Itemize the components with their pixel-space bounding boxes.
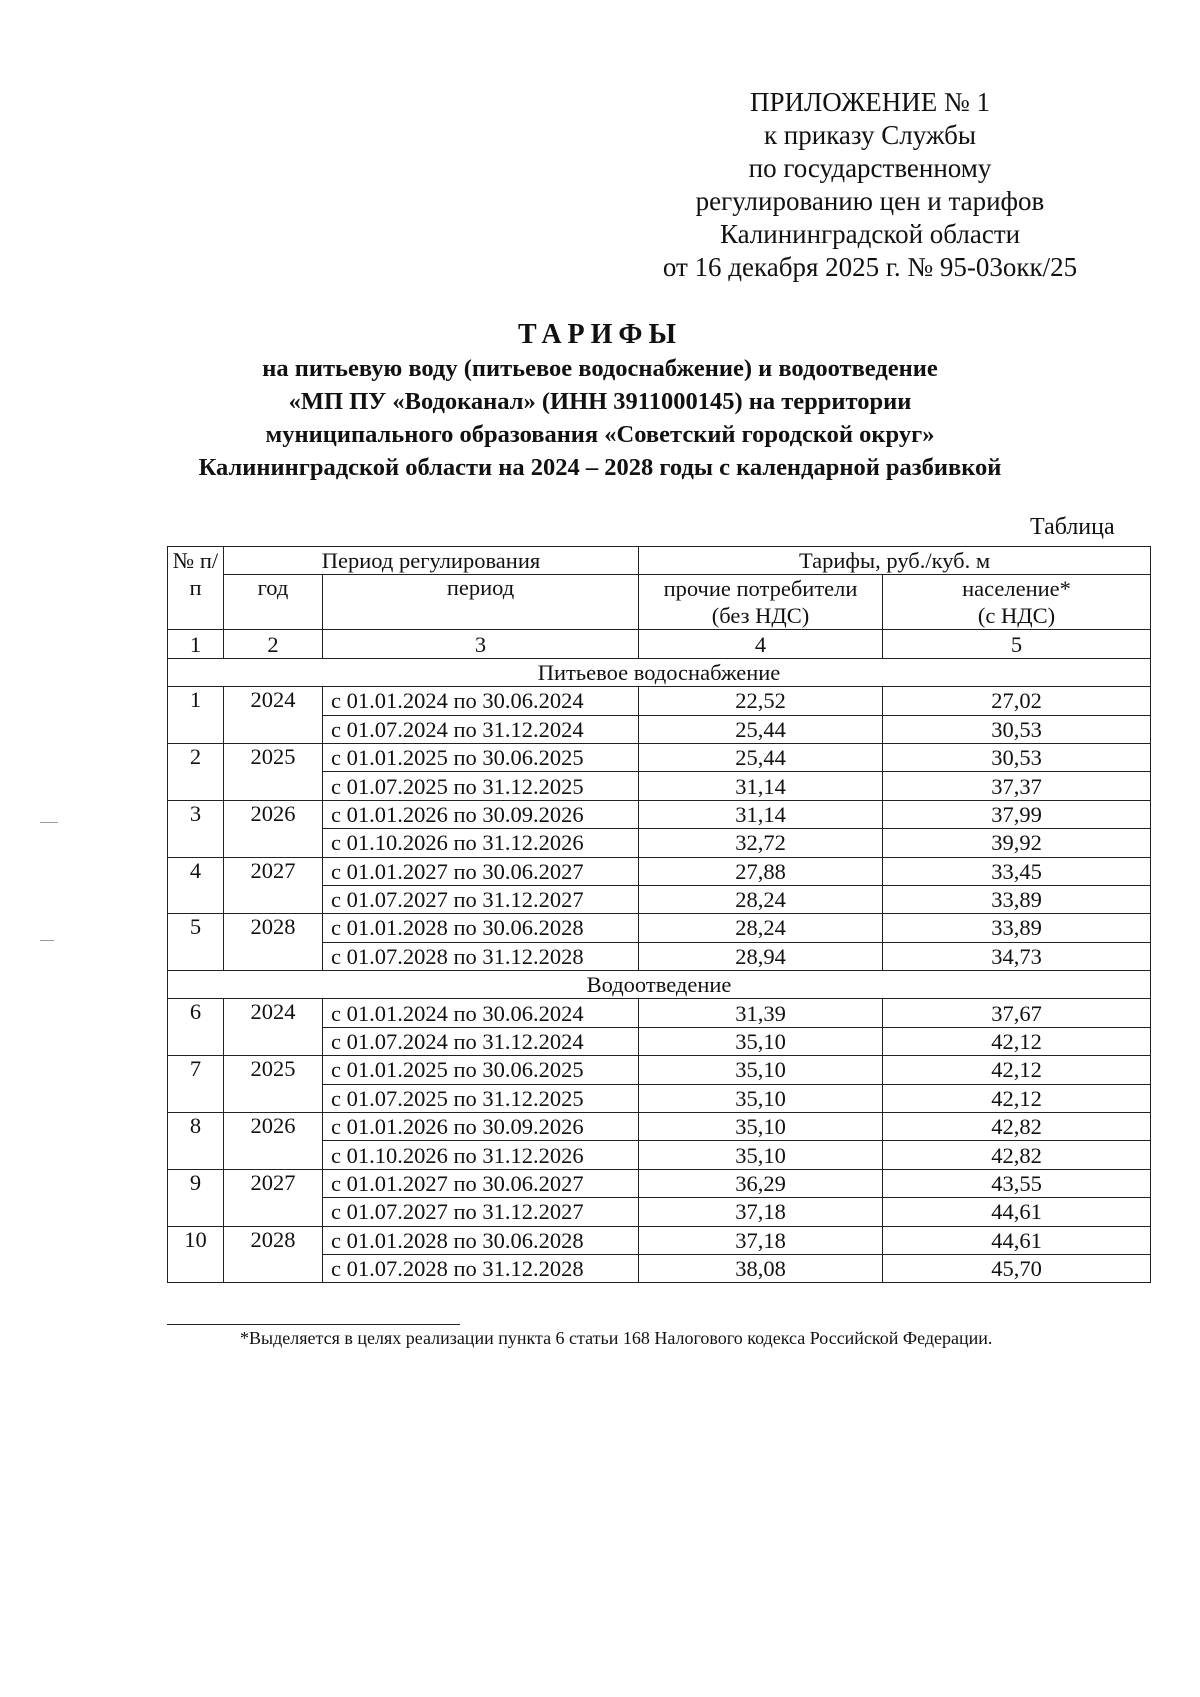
appendix-line: Калининградской области [719, 219, 1021, 249]
row-year: 2024 [224, 687, 323, 744]
header-population-line: население* [962, 576, 1071, 602]
row-population-tariff: 44,61 [883, 1198, 1151, 1226]
column-number: 5 [883, 630, 1151, 658]
row-period: с 01.07.2028 по 31.12.2028 [323, 942, 639, 970]
scan-mark [40, 940, 54, 941]
header-row [168, 575, 1151, 630]
row-period: с 01.07.2025 по 31.12.2025 [323, 772, 639, 800]
header-other-line: прочие потребители [663, 576, 858, 602]
row-period: с 01.07.2028 по 31.12.2028 [323, 1254, 639, 1282]
row-population-tariff: 42,12 [883, 1027, 1151, 1055]
row-other-tariff: 35,10 [639, 1056, 883, 1084]
row-other-tariff: 35,10 [639, 1141, 883, 1169]
row-period: с 01.10.2026 по 31.12.2026 [323, 829, 639, 857]
row-population-tariff: 33,89 [883, 885, 1151, 913]
header-period-group: Период регулирования [224, 547, 639, 575]
table-row [168, 1226, 1151, 1254]
row-population-tariff: 33,45 [883, 857, 1151, 885]
column-number: 3 [323, 630, 639, 658]
appendix-line: по государственному [748, 153, 992, 183]
row-period: с 01.01.2025 по 30.06.2025 [323, 1056, 639, 1084]
footnote-divider [167, 1324, 460, 1325]
scan-mark [40, 822, 58, 823]
title-line: «МП ПУ «Водоканал» (ИНН 3911000145) на территории [288, 388, 912, 415]
row-other-tariff: 28,24 [639, 885, 883, 913]
column-number-row [168, 630, 1151, 658]
row-population-tariff: 30,53 [883, 715, 1151, 743]
header-year: год [224, 575, 323, 630]
row-other-tariff: 35,10 [639, 1084, 883, 1112]
tariffs-table-body [168, 547, 1151, 1283]
row-period: с 01.01.2025 по 30.06.2025 [323, 743, 639, 771]
row-other-tariff: 27,88 [639, 857, 883, 885]
row-other-tariff: 37,18 [639, 1226, 883, 1254]
row-other-tariff: 31,39 [639, 999, 883, 1027]
appendix-line: от 16 декабря 2025 г. № 95-03окк/25 [662, 252, 1078, 282]
appendix-block [660, 86, 1080, 284]
section-title: Питьевое водоснабжение [168, 658, 1151, 686]
row-other-tariff: 37,18 [639, 1198, 883, 1226]
row-year: 2028 [224, 1226, 323, 1283]
row-population-tariff: 37,37 [883, 772, 1151, 800]
row-population-tariff: 42,12 [883, 1056, 1151, 1084]
row-other-tariff: 28,94 [639, 942, 883, 970]
header-population-line: (с НДС) [977, 603, 1056, 629]
header-population [883, 575, 1151, 630]
header-no: № п/п [168, 547, 224, 630]
row-period: с 01.07.2027 по 31.12.2027 [323, 1198, 639, 1226]
row-population-tariff: 37,99 [883, 800, 1151, 828]
table-row [168, 857, 1151, 885]
row-period: с 01.01.2026 по 30.09.2026 [323, 1113, 639, 1141]
table-row [168, 1113, 1151, 1141]
tariffs-table [167, 546, 1151, 1283]
row-period: с 01.01.2028 по 30.06.2028 [323, 1226, 639, 1254]
title-line: на питьевую воду (питьевое водоснабжение) и водоотведение [262, 355, 938, 382]
row-year: 2027 [224, 1169, 323, 1226]
table-row [168, 1056, 1151, 1084]
row-year: 2024 [224, 999, 323, 1056]
row-year: 2025 [224, 743, 323, 800]
column-number: 2 [224, 630, 323, 658]
title-main: ТАРИФЫ [518, 319, 682, 350]
header-row [168, 547, 1151, 575]
row-population-tariff: 44,61 [883, 1226, 1151, 1254]
table-row [168, 914, 1151, 942]
row-period: с 01.01.2024 по 30.06.2024 [323, 999, 639, 1027]
header-tariffs-group: Тарифы, руб./куб. м [639, 547, 1151, 575]
row-number: 8 [168, 1113, 224, 1170]
row-year: 2027 [224, 857, 323, 914]
table-row [168, 1169, 1151, 1197]
row-population-tariff: 34,73 [883, 942, 1151, 970]
column-number: 1 [168, 630, 224, 658]
row-period: с 01.01.2028 по 30.06.2028 [323, 914, 639, 942]
row-other-tariff: 25,44 [639, 715, 883, 743]
row-number: 9 [168, 1169, 224, 1226]
title-line: Калининградской области на 2024 – 2028 годы с календарной разбивкой [198, 454, 1002, 481]
row-population-tariff: 42,12 [883, 1084, 1151, 1112]
row-number: 2 [168, 743, 224, 800]
row-population-tariff: 45,70 [883, 1254, 1151, 1282]
row-period: с 01.01.2027 по 30.06.2027 [323, 857, 639, 885]
row-other-tariff: 31,14 [639, 772, 883, 800]
row-period: с 01.07.2024 по 31.12.2024 [323, 1027, 639, 1055]
row-year: 2026 [224, 1113, 323, 1170]
row-number: 4 [168, 857, 224, 914]
row-period: с 01.07.2024 по 31.12.2024 [323, 715, 639, 743]
row-population-tariff: 33,89 [883, 914, 1151, 942]
row-year: 2028 [224, 914, 323, 971]
row-population-tariff: 27,02 [883, 687, 1151, 715]
row-other-tariff: 25,44 [639, 743, 883, 771]
table-row [168, 687, 1151, 715]
row-other-tariff: 28,24 [639, 914, 883, 942]
header-other [639, 575, 883, 630]
row-population-tariff: 37,67 [883, 999, 1151, 1027]
row-other-tariff: 22,52 [639, 687, 883, 715]
document-title [150, 318, 1050, 484]
row-other-tariff: 35,10 [639, 1027, 883, 1055]
table-row [168, 800, 1151, 828]
row-other-tariff: 38,08 [639, 1254, 883, 1282]
header-other-line: (без НДС) [711, 603, 810, 629]
row-period: с 01.01.2026 по 30.09.2026 [323, 800, 639, 828]
row-number: 10 [168, 1226, 224, 1283]
title-line: муниципального образования «Советский городской округ» [265, 421, 935, 448]
row-other-tariff: 31,14 [639, 800, 883, 828]
section-row [168, 658, 1151, 686]
appendix-line: регулированию цен и тарифов [695, 186, 1045, 216]
row-other-tariff: 36,29 [639, 1169, 883, 1197]
row-number: 7 [168, 1056, 224, 1113]
table-caption: Таблица [1030, 514, 1115, 540]
row-number: 1 [168, 687, 224, 744]
column-number: 4 [639, 630, 883, 658]
section-title: Водоотведение [168, 971, 1151, 999]
section-row [168, 971, 1151, 999]
header-period: период [323, 575, 639, 630]
row-period: с 01.07.2025 по 31.12.2025 [323, 1084, 639, 1112]
row-period: с 01.01.2027 по 30.06.2027 [323, 1169, 639, 1197]
appendix-line: ПРИЛОЖЕНИЕ № 1 [749, 87, 991, 117]
footnote: *Выделяется в целях реализации пункта 6 статьи 168 Налогового кодекса Российской Федерации. [240, 1328, 993, 1348]
row-population-tariff: 30,53 [883, 743, 1151, 771]
row-other-tariff: 35,10 [639, 1113, 883, 1141]
row-period: с 01.01.2024 по 30.06.2024 [323, 687, 639, 715]
table-row [168, 743, 1151, 771]
row-number: 6 [168, 999, 224, 1056]
table-row [168, 999, 1151, 1027]
row-year: 2025 [224, 1056, 323, 1113]
appendix-line: к приказу Службы [763, 120, 977, 150]
row-other-tariff: 32,72 [639, 829, 883, 857]
row-year: 2026 [224, 800, 323, 857]
row-period: с 01.07.2027 по 31.12.2027 [323, 885, 639, 913]
row-population-tariff: 39,92 [883, 829, 1151, 857]
row-population-tariff: 43,55 [883, 1169, 1151, 1197]
row-number: 3 [168, 800, 224, 857]
row-number: 5 [168, 914, 224, 971]
row-population-tariff: 42,82 [883, 1113, 1151, 1141]
row-period: с 01.10.2026 по 31.12.2026 [323, 1141, 639, 1169]
row-population-tariff: 42,82 [883, 1141, 1151, 1169]
